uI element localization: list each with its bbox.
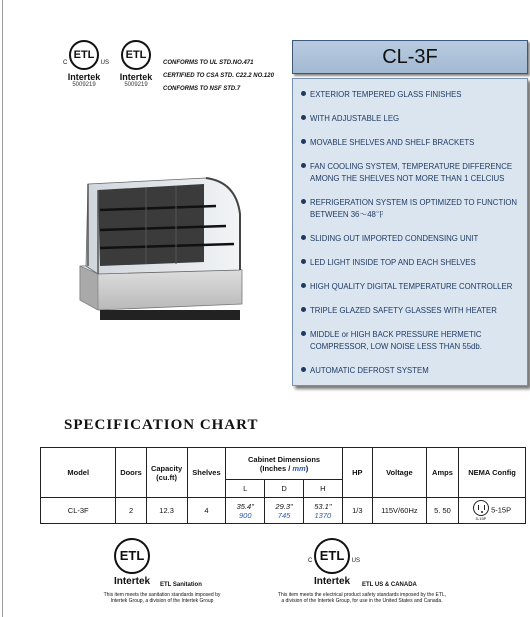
col-depth: D [265, 480, 304, 498]
etl-circle-icon: ETL [114, 538, 150, 574]
etl-circle-icon [121, 40, 151, 70]
bullet-icon [301, 259, 306, 264]
etl-mark-text: ETL [125, 49, 147, 61]
features-panel [292, 78, 528, 386]
intertek-label: Intertek [67, 72, 101, 82]
page-left-border [2, 0, 3, 617]
col-shelves: Shelves [187, 448, 226, 498]
cell-nema [459, 498, 526, 524]
etl-us-canada-logo [308, 538, 360, 587]
dimensions-unit-mm: mm [292, 463, 306, 473]
height-mm: 1370 [314, 510, 332, 520]
feature-item: MIDDLE or HIGH BACK PRESSURE HERMETIC COMPRESSOR, LOW NOISE LESS THAN 55db. [299, 329, 523, 353]
etl-circle-icon: ETL C US [314, 538, 350, 574]
col-height: H [303, 480, 342, 498]
cell-length [226, 498, 265, 524]
cell-voltage: 115V/60Hz [372, 498, 426, 524]
cell-capacity: 12.3 [146, 498, 187, 524]
model-title: CL-3F [292, 40, 528, 74]
feature-item: LED LIGHT INSIDE TOP AND EACH SHELVES [299, 257, 523, 269]
dimensions-unit-close: ) [305, 463, 309, 473]
dimensions-unit-inch: (Inches / [259, 463, 291, 473]
feature-item: AUTOMATIC DEFROST SYSTEM [299, 365, 523, 377]
cell-hp: 1/3 [342, 498, 372, 524]
cell-depth [265, 498, 304, 524]
etl-sanitation-caption: ETL Sanitation [160, 582, 202, 588]
bullet-icon [301, 331, 306, 336]
plug-icon [473, 500, 489, 516]
feature-item: SLIDING OUT IMPORTED CONDENSING UNIT [299, 233, 523, 245]
feature-item: HIGH QUALITY DIGITAL TEMPERATURE CONTROLLER [299, 281, 523, 293]
col-model: Model [41, 448, 116, 498]
plug-small-label: 5-15P [475, 516, 487, 521]
intertek-label: Intertek [313, 576, 351, 587]
table-row [41, 498, 526, 524]
bullet-icon [301, 367, 306, 372]
feature-item: REFRIGERATION SYSTEM IS OPTIMIZED TO FUNCTION BETWEEN 36～48℉ [299, 197, 523, 221]
feature-item: TRIPLE GLAZED SAFETY GLASSES WITH HEATER [299, 305, 523, 317]
cell-doors: 2 [116, 498, 146, 524]
intertek-label: Intertek [113, 576, 151, 587]
etl-sanitation-logo [110, 538, 154, 587]
length-inches: 35.4" [236, 501, 254, 511]
conformance-line: CONFORMS TO NSF STD.7 [163, 86, 241, 92]
nema-label: 5-15P [491, 505, 512, 515]
feature-item: FAN COOLING SYSTEM, TEMPERATURE DIFFERENCE AMONG THE SHELVES NOT MORE THAN 1 CELCIUS [299, 161, 523, 185]
spec-chart-title: SPECIFICATION CHART [64, 417, 259, 433]
etl-number: 5009219 [124, 82, 148, 88]
dimensions-label: Cabinet Dimensions [248, 454, 321, 464]
bullet-icon [301, 235, 306, 240]
col-capacity: Capacity (cu.ft) [146, 448, 187, 498]
etl-logo-right [118, 40, 154, 88]
conformance-line: CERTIFIED TO CSA STD. C22.2 NO.120 [163, 73, 274, 79]
col-dimensions [226, 448, 342, 480]
col-hp: HP [342, 448, 372, 498]
cell-height [303, 498, 342, 524]
etl-c-text: C [63, 60, 68, 66]
cell-shelves: 4 [187, 498, 226, 524]
feature-item: EXTERIOR TEMPERED GLASS FINISHES [299, 89, 523, 101]
spec-table [40, 447, 526, 524]
cell-amps: 5. 50 [426, 498, 458, 524]
col-voltage: Voltage [372, 448, 426, 498]
bullet-icon [301, 139, 306, 144]
col-nema: NEMA Config [459, 448, 526, 498]
etl-us-canada-caption: ETL US & CANADA [362, 582, 417, 588]
bullet-icon [301, 91, 306, 96]
bullet-icon [301, 115, 306, 120]
display-case-image [76, 174, 246, 330]
length-mm: 900 [239, 510, 252, 520]
cell-model: CL-3F [41, 498, 116, 524]
conformance-line: CONFORMS TO UL STD.NO.471 [163, 60, 254, 66]
bullet-icon [301, 199, 306, 204]
bullet-icon [301, 307, 306, 312]
col-length: L [226, 480, 265, 498]
depth-mm: 745 [277, 510, 291, 520]
col-doors: Doors [116, 448, 146, 498]
bullet-icon [301, 283, 306, 288]
etl-us-text: US [100, 60, 109, 66]
conformance-list [163, 57, 274, 96]
etl-logo-left [63, 40, 109, 88]
depth-inches: 29.3" [275, 501, 293, 511]
etl-sanitation-note: This item meets the sanitation standards imposed by Intertek Group, a division of the Intertek Group [103, 592, 221, 604]
etl-circle-icon [63, 40, 109, 70]
etl-mark-text: ETL [73, 49, 95, 61]
etl-us-canada-note: This item meets the electrical product safety standards imposed by the ETL, a division of the Intertek Group, for use in the United States and Canada. [277, 592, 447, 604]
feature-item: MOVABLE SHELVES AND SHELF BRACKETS [299, 137, 523, 149]
nema-plug-group [473, 500, 489, 521]
etl-number: 5009219 [72, 82, 96, 88]
col-amps: Amps [426, 448, 458, 498]
intertek-label: Intertek [119, 72, 153, 82]
height-inches: 53.1" [314, 501, 332, 511]
feature-item: WITH ADJUSTABLE LEG [299, 113, 523, 125]
bullet-icon [301, 163, 306, 168]
